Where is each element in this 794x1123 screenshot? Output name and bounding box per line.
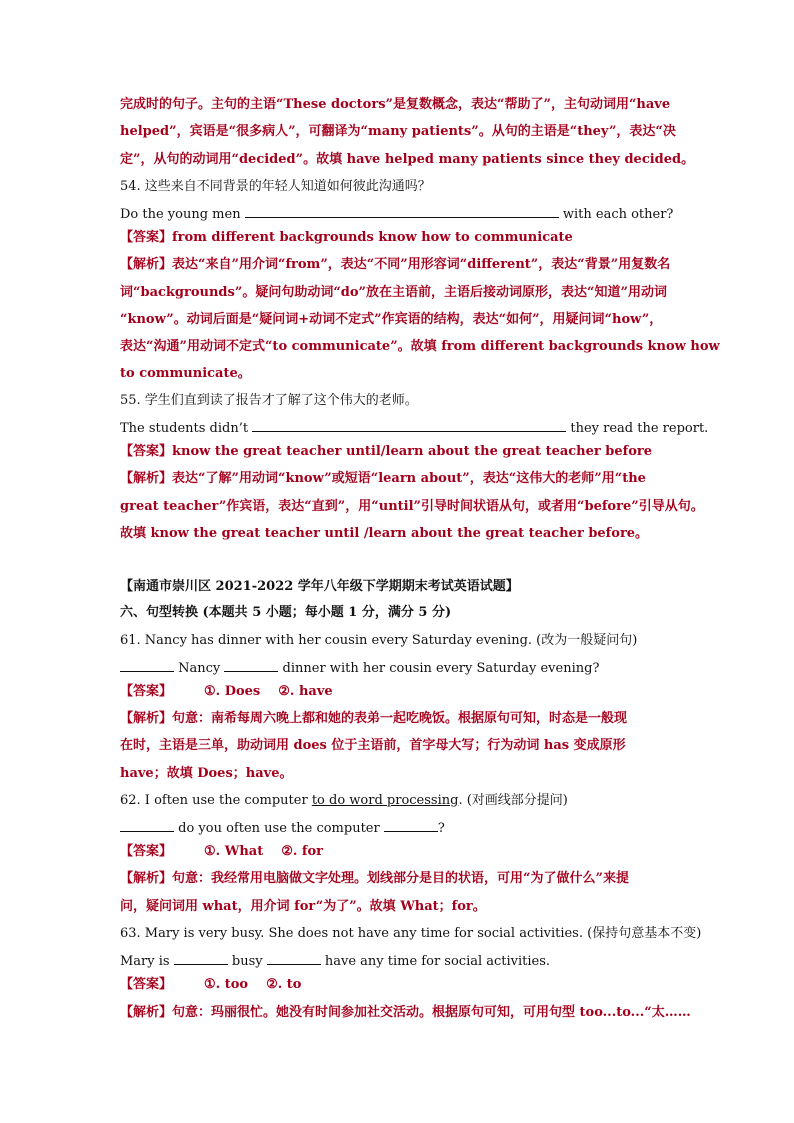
q53-analysis-line-3: 定”，从句的动词用“decided”。故填 have helped many patients since they decided。 [120,152,695,167]
q63-answer-2: ②. to [266,977,302,992]
q55-analysis-label: 【解析】 [120,471,173,486]
q54-blank[interactable] [245,204,559,218]
q62-answer-label: 【答案】 [120,844,173,859]
q54-analysis-line-5: to communicate。 [120,366,251,381]
q54-analysis-line-1 [120,256,680,274]
q61-answer [120,683,680,701]
q61-analysis-text-1: 句意：南希每周六晚上都和她的表弟一起吃晚饭。根据原句可知，时态是一般现 [172,711,628,726]
q62-analysis-label: 【解析】 [120,871,173,886]
q55-title: 55. 学生们直到读了报告才了解了这个伟大的老师。 [120,393,418,408]
q54-prompt-after: with each other? [562,207,674,222]
q62-blank-2[interactable] [384,818,438,832]
q62-analysis-line-1 [120,870,680,888]
q54-answer-label: 【答案】 [120,230,173,245]
q53-analysis-line-1: 完成时的句子。主句的主语“These doctors”是复数概念，表达“帮助了”，主句动词用“have [120,97,671,112]
q61-analysis-line-1 [120,710,680,728]
q55-answer-label: 【答案】 [120,444,173,459]
section-source: 【南通市崇川区 2021-2022 学年八年级下学期期末考试英语试题】 [120,579,519,594]
q55-blank[interactable] [252,418,566,432]
q55-analysis-line-2: great teacher”作宾语，表达“直到”，用“until”引导时间状语从句，或者用“before”引导从句。 [120,499,704,514]
q61-analysis-line-2: 在时，主语是三单，助动词用 does 位于主语前，首字母大写；行为动词 has 变成原形 [120,738,626,753]
q63-answer [120,976,680,994]
q62-title-before: 62. I often use the computer [120,793,312,808]
q63-analysis-line-1 [120,1004,691,1022]
q54-title: 54. 这些来自不同背景的年轻人知道如何彼此沟通吗？ [120,179,431,194]
q62-title [120,792,680,810]
q63-analysis-text-1: 句意：玛丽很忙。她没有时间参加社交活动。根据原句可知，可用句型 too...to...“太…… [172,1005,691,1020]
q63-answer-label: 【答案】 [120,977,173,992]
q62-answer-1: ①. What [204,844,264,859]
q62-blank-1[interactable] [120,818,174,832]
q63-blank-2[interactable] [267,951,321,965]
q62-analysis-line-2: 问，疑问词用 what，用介词 for“为了”。故填 What；for。 [120,899,486,914]
q63-prompt-after: have any time for social activities. [324,954,551,969]
q61-prompt-mid1: Nancy [178,661,221,676]
q61-analysis-label: 【解析】 [120,711,173,726]
q61-answer-1: ①. Does [204,684,261,699]
q54-answer [120,229,680,247]
q54-analysis-line-4: 表达“沟通”用动词不定式“to communicate”。故填 from different backgrounds know how [120,339,720,354]
q62-prompt-mid: do you often use the computer [178,821,380,836]
q54-analysis-line-2: 词“backgrounds”。疑问句助动词“do”放在主语前，主语后接动词原形，表达“知道”用动词 [120,285,667,300]
q62-prompt [120,818,680,838]
q55-answer [120,443,680,461]
q62-prompt-end: ? [437,821,445,836]
q63-prompt [120,951,680,971]
q61-title: 61. Nancy has dinner with her cousin every Saturday evening. (改为一般疑问句) [120,633,638,648]
q62-title-after: . (对画线部分提问) [458,793,568,808]
q54-analysis-line-3: “know”。动词后面是“疑问词+动词不定式”作宾语的结构，表达“如何”，用疑问词“how”， [120,312,663,327]
q55-answer-text: know the great teacher until/learn about the great teacher before [172,444,653,459]
q63-blank-1[interactable] [174,951,228,965]
q63-prompt-mid: busy [231,954,263,969]
q55-analysis-line-1 [120,470,680,488]
q61-answer-label: 【答案】 [120,684,173,699]
section-heading: 六、句型转换 (本题共 5 小题；每小题 1 分，满分 5 分) [120,605,452,620]
q54-prompt [120,204,680,224]
q55-analysis-text-1: 表达“了解”用动词“know”或短语“learn about”，表达“这伟大的老师”用“the [172,471,646,486]
q54-analysis-label: 【解析】 [120,257,173,272]
q61-blank-2[interactable] [224,658,278,672]
q62-answer-2: ②. for [281,844,324,859]
q63-answer-1: ①. too [204,977,249,992]
q62-title-underlined: to do word processing [311,793,459,808]
q54-analysis-text-1: 表达“来自”用介词“from”，表达“不同”用形容词“different”，表达“背景”用复数名 [172,257,671,272]
q55-prompt-after: they read the report. [570,421,709,436]
q53-analysis-line-2: helped”，宾语是“很多病人”，可翻译为“many patients”。从句的主语是“they”，表达“决 [120,124,676,139]
q62-answer [120,843,680,861]
q55-analysis-line-3: 故填 know the great teacher until /learn about the great teacher before。 [120,526,649,541]
q63-title: 63. Mary is very busy. She does not have any time for social activities. (保持句意基本不变) [120,926,702,941]
q55-prompt [120,418,709,438]
q61-blank-1[interactable] [120,658,174,672]
q63-analysis-label: 【解析】 [120,1005,173,1020]
q54-prompt-before: Do the young men [120,207,241,222]
q63-prompt-before: Mary is [120,954,170,969]
q54-answer-text: from different backgrounds know how to communicate [172,230,573,245]
q61-analysis-line-3: have；故填 Does；have。 [120,766,293,781]
q62-analysis-text-1: 句意：我经常用电脑做文字处理。划线部分是目的状语，可用“为了做什么”来提 [172,871,629,886]
q61-answer-2: ②. have [278,684,333,699]
q61-prompt-mid2: dinner with her cousin every Saturday evening? [282,661,600,676]
q61-prompt [120,658,680,678]
q55-prompt-before: The students didn’t [120,421,249,436]
